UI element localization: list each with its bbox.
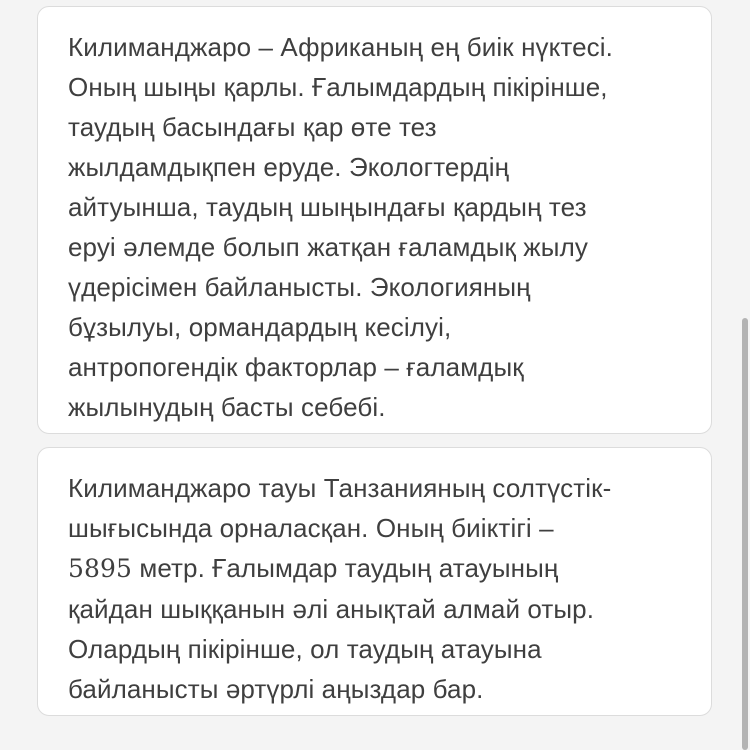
scrollbar-thumb[interactable] [742, 318, 748, 750]
card-1-paragraph [68, 27, 691, 427]
text-card-1 [37, 6, 712, 434]
height-number: 5895 [68, 554, 133, 583]
card-2-line: Килиманджаро тауы Танзанияның солтүстік- [68, 473, 612, 503]
card-2-paragraph [68, 468, 691, 709]
text-card-2 [37, 447, 712, 716]
scrollbar[interactable] [740, 0, 750, 750]
card-2-line: қайдан шыққанын әлі анықтай алмай отыр. [68, 594, 595, 624]
card-2-line: шығысында орналасқан. Оның биіктігі – [68, 513, 554, 543]
card-1-line: Килиманджаро – Африканың ең биік нүктесі. [68, 32, 613, 62]
card-1-line: бұзылуы, ормандардың кесілуі, [68, 312, 452, 342]
card-2-line: метр. Ғалымдар таудың атауының [132, 553, 559, 583]
card-1-line: үдерісімен байланысты. Экологияның [68, 272, 531, 302]
card-1-line: антропогендік факторлар – ғаламдық [68, 352, 524, 382]
card-1-line: жылынудың басты себебі. [68, 392, 386, 422]
card-1-line: Оның шыңы қарлы. Ғалымдардың пікірінше, [68, 72, 608, 102]
card-2-line: байланысты әртүрлі аңыздар бар. [68, 674, 484, 704]
card-1-line: еруі әлемде болып жатқан ғаламдық жылу [68, 232, 588, 262]
card-1-line: жылдамдықпен еруде. Экологтердің [68, 152, 510, 182]
card-1-line: таудың басындағы қар өте тез [68, 112, 437, 142]
card-1-line: айтуынша, таудың шыңындағы қардың тез [68, 192, 587, 222]
card-2-line: Олардың пікірінше, ол таудың атауына [68, 634, 542, 664]
